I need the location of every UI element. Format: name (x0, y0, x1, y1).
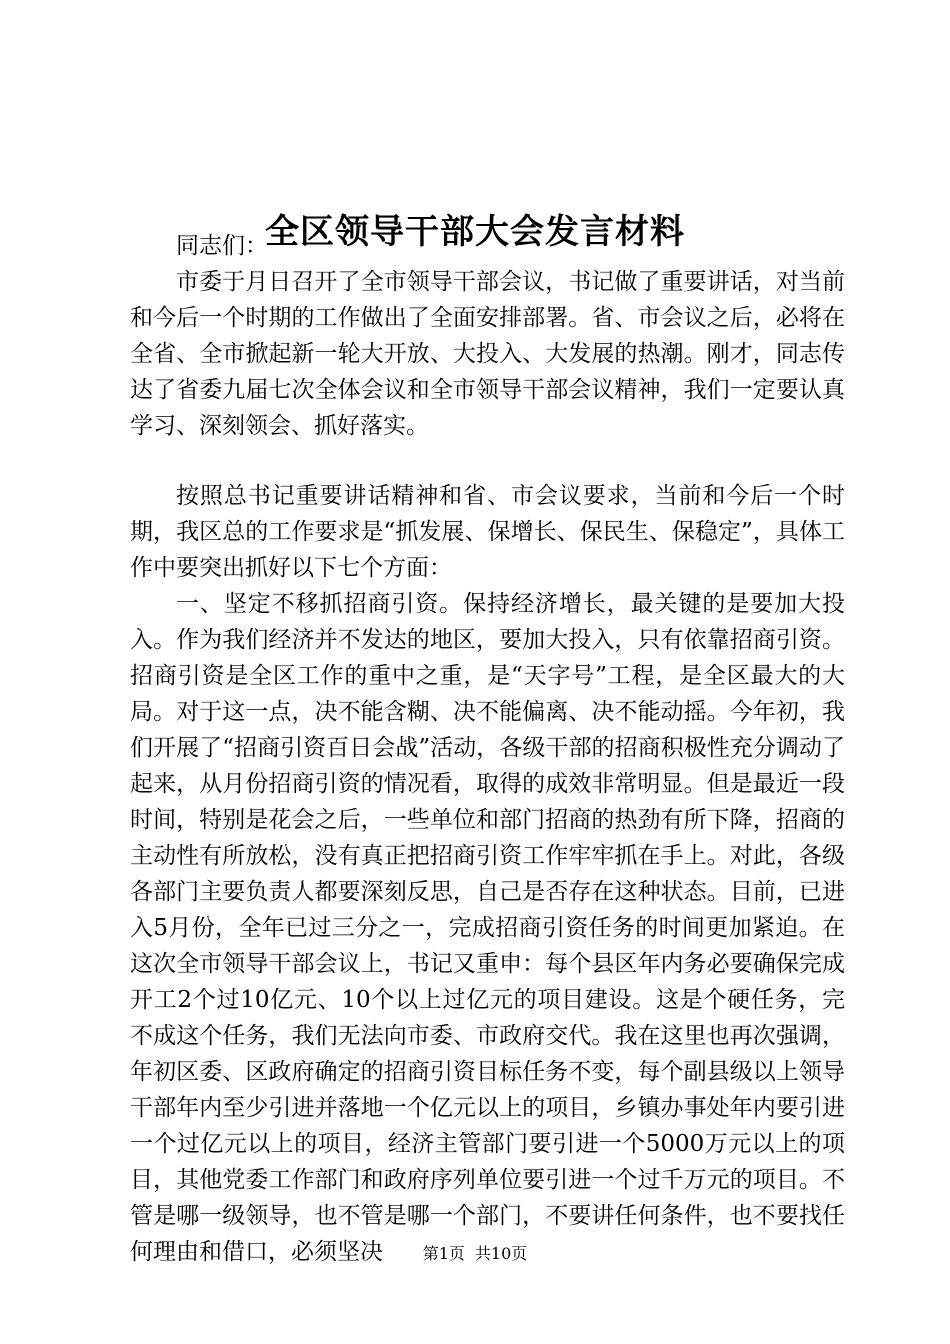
body-paragraph: 市委于月日召开了全市领导干部会议，书记做了重要讲话，对当前和今后一个时期的工作做出了全面安排部署。省、市会议之后，必将在全省、全市掀起新一轮大开放、大投入、大发展的热潮。刚才，同志传达了省委九届七次全体会议和全市领导干部会议精神，我们一定要认真学习、深刻领会、抓好落实。 (130, 269, 845, 439)
page-total: 共10页 (474, 1244, 528, 1263)
body-paragraph: 按照总书记重要讲话精神和省、市会议要求，当前和今后一个时期，我区总的工作要求是“抓发展、保增长、保民生、保稳定”，具体工作中要突出抓好以下七个方面： (130, 483, 845, 581)
page-footer (0, 1242, 950, 1266)
salutation-paragraph: 同志们： (176, 233, 268, 259)
document-body (130, 228, 845, 1270)
body-paragraph: 一、坚定不移抓招商引资。保持经济增长，最关键的是要加大投入。作为我们经济并不发达的地区，要加大投入，只有依靠招商引资。招商引资是全区工作的重中之重，是“天字号”工程，是全区最大的大局。对于这一点，决不能含糊、决不能偏离、决不能动摇。今年初，我们开展了“招商引资百日会战”活动，各级干部的招商积极性充分调动了起来，从月份招商引资的情况看，取得的成效非常明显。但是最近一段时间，特别是花会之后，一些单位和部门招商的热劲有所下降，招商的主动性有所放松，没有真正把招商引资工作牢牢抓在手上。对此，各级各部门主要负责人都要深刻反思，自己是否存在这种状态。目前，已进入5月份，全年已过三分之一，完成招商引资任务的时间更加紧迫。在这次全市领导干部会议上，书记又重申：每个县区年内务必要确保完成开工2个过10亿元、10个以上过亿元的项目建设。这是个硬任务，完不成这个任务，我们无法向市委、市政府交代。我在这里也再次强调，年初区委、区政府确定的招商引资目标任务不变，每个副县级以上领导干部年内至少引进并落地一个亿元以上的项目，乡镇办事处年内要引进一个过亿元以上的项目，经济主管部门要引进一个5000万元以上的项目，其他党委工作部门和政府序列单位要引进一个过千万元的项目。不管是哪一级领导，也不管是哪一个部门，不要讲任何条件，也不要找任何理由和借口，必须坚决 (130, 591, 845, 1265)
document-title: 全区领导干部大会发言材料 (265, 211, 685, 252)
paragraph-gap (130, 444, 845, 478)
page-number: 第1页 (422, 1244, 465, 1263)
